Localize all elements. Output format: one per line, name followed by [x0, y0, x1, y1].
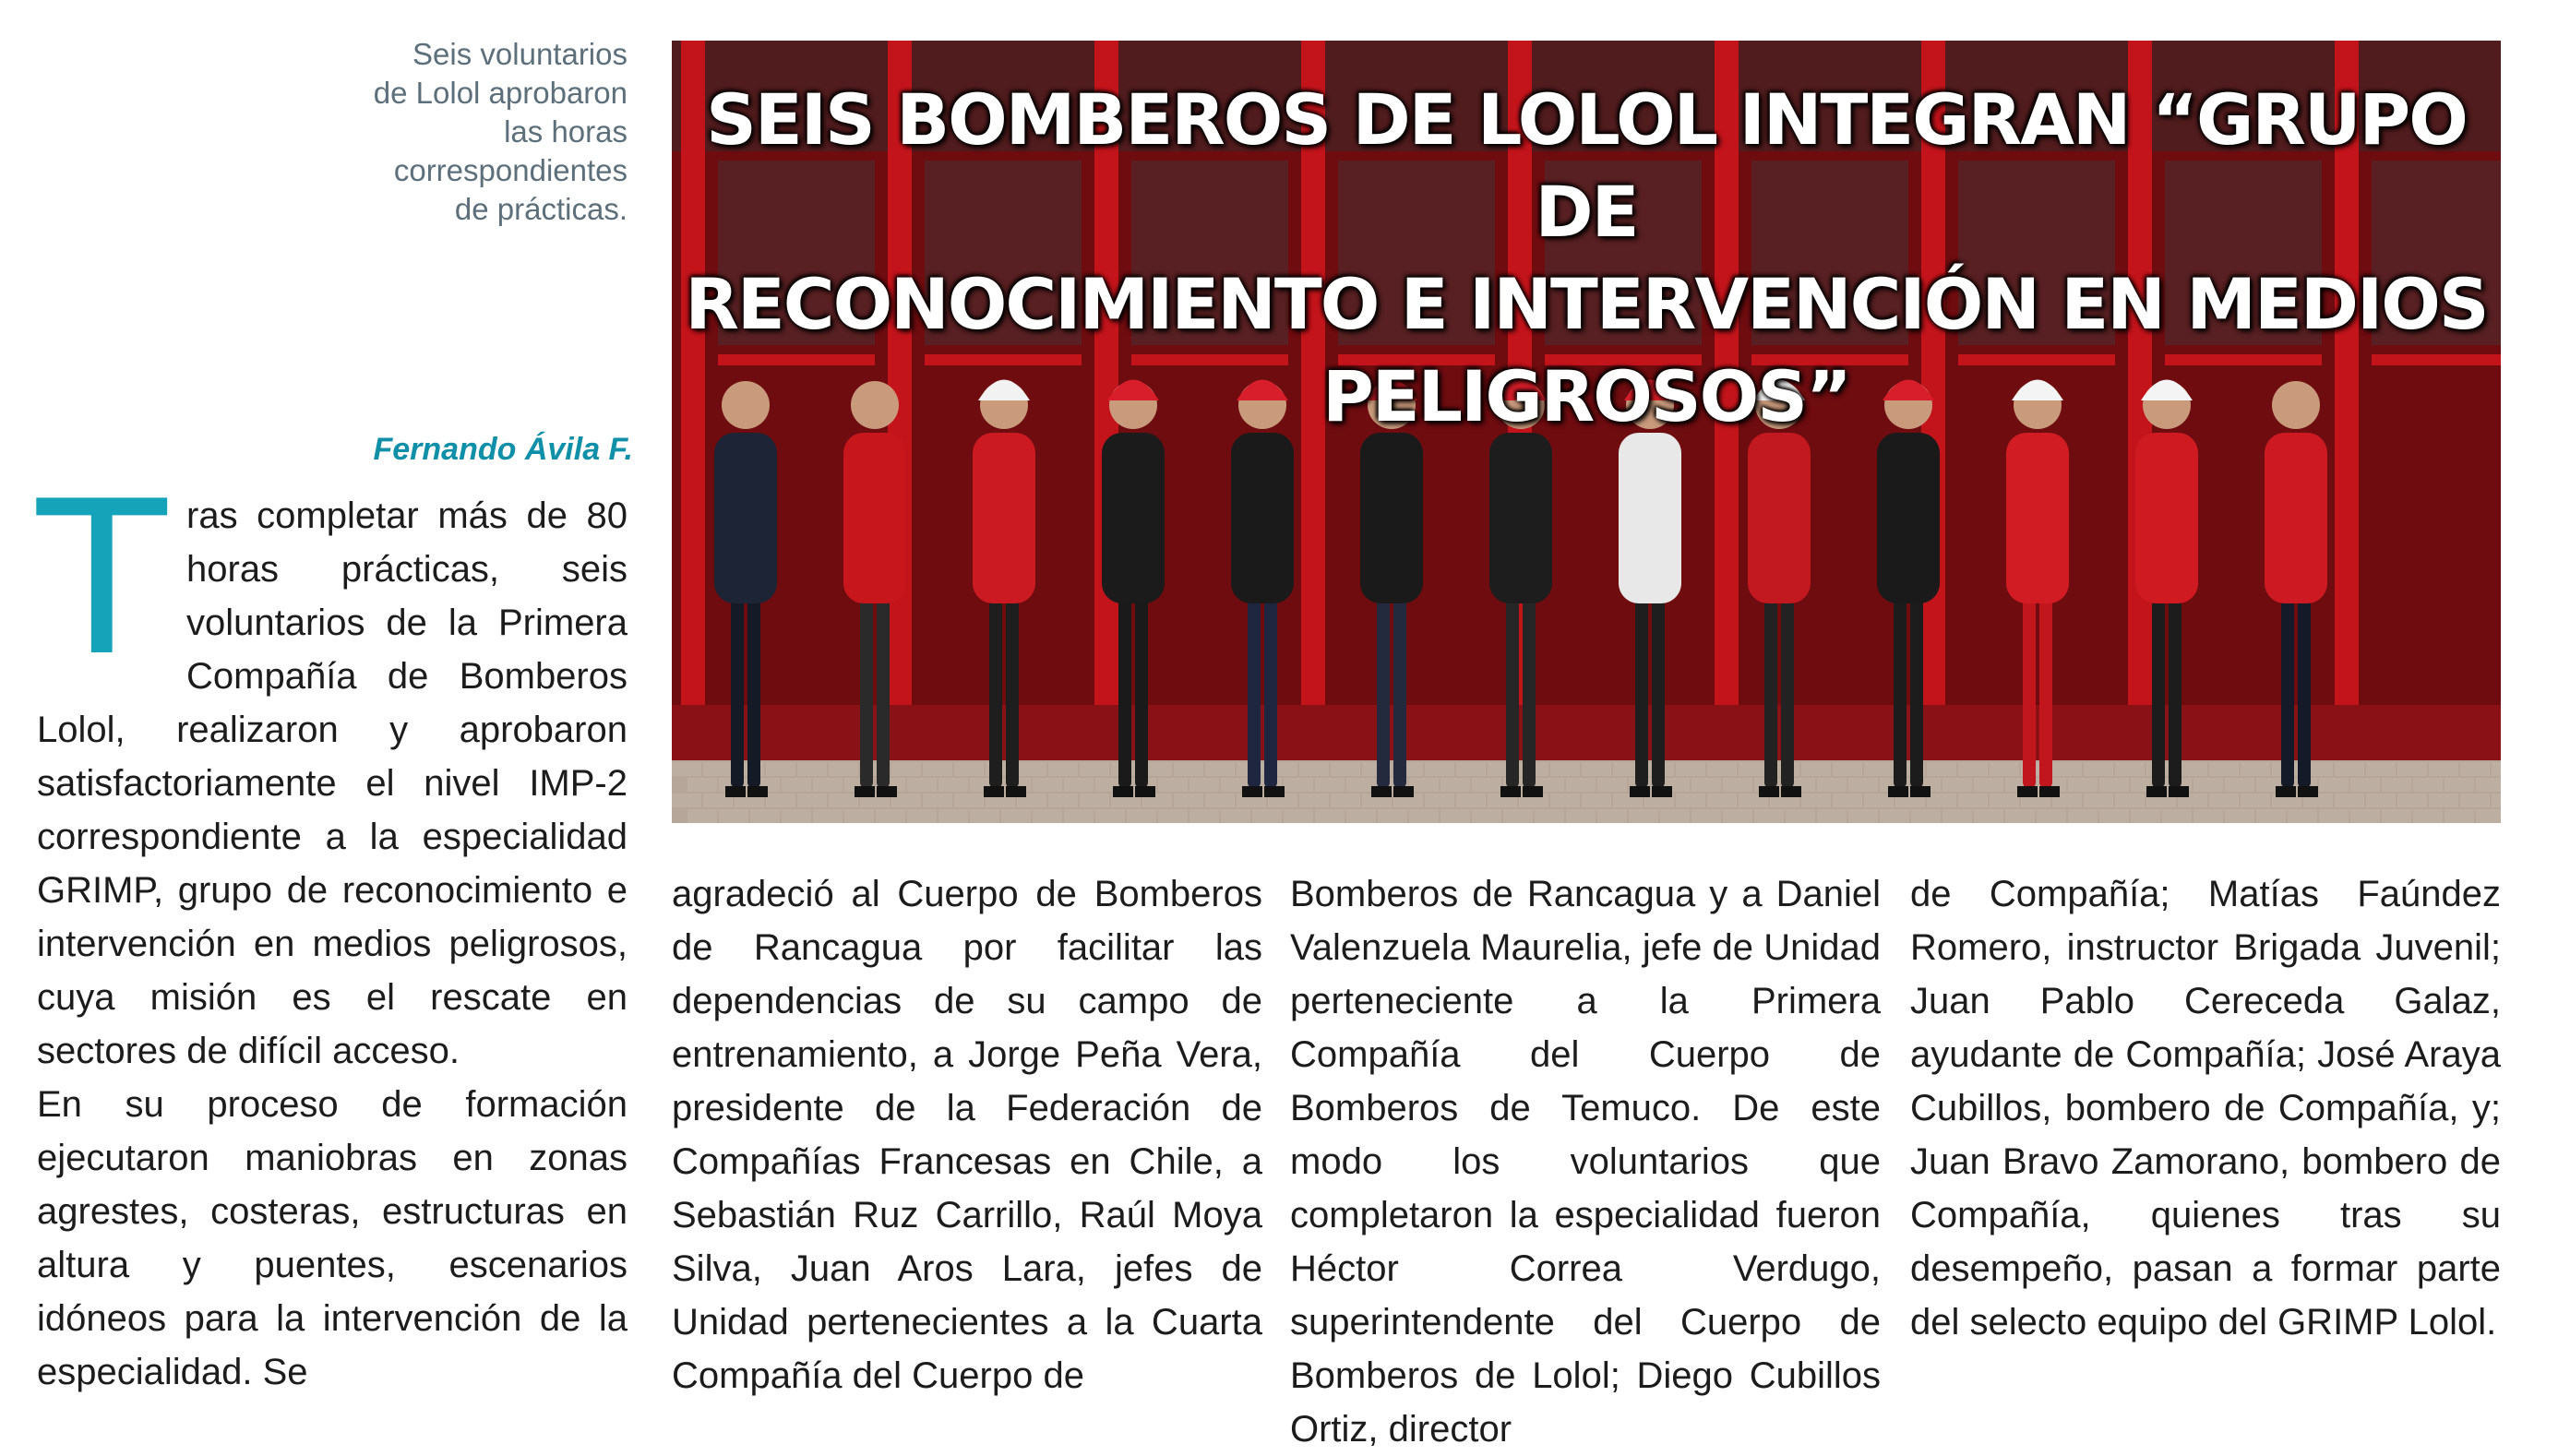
- brick: [2241, 794, 2270, 807]
- brick: [1990, 762, 2019, 776]
- brick: [766, 762, 795, 776]
- brick: [1927, 762, 1956, 776]
- brick: [766, 794, 795, 807]
- brick: [1456, 794, 1486, 807]
- brick: [1315, 778, 1345, 792]
- brick: [1848, 778, 1878, 792]
- brick: [1817, 778, 1847, 792]
- person-body: [1231, 433, 1294, 603]
- brick: [2131, 809, 2160, 823]
- brick: [1080, 762, 1109, 776]
- brick: [1425, 794, 1454, 807]
- brick: [1048, 762, 1078, 776]
- brick: [2115, 762, 2145, 776]
- author-byline: Fernando Ávila F.: [373, 432, 633, 467]
- brick: [1221, 809, 1250, 823]
- brick: [2476, 778, 2501, 792]
- brick: [1833, 794, 1862, 807]
- brick: [829, 794, 858, 807]
- brick: [1817, 809, 1847, 823]
- brick: [1378, 809, 1407, 823]
- brick: [1691, 778, 1721, 792]
- brick: [938, 778, 968, 792]
- brick: [1299, 794, 1329, 807]
- brick: [1284, 778, 1313, 792]
- brick: [1566, 809, 1596, 823]
- brick: [1425, 762, 1454, 776]
- brick: [2319, 778, 2349, 792]
- brick: [2397, 794, 2427, 807]
- brick: [687, 778, 717, 792]
- person-boot: [2298, 786, 2318, 797]
- brick: [2444, 778, 2474, 792]
- brick: [1095, 809, 1125, 823]
- person-boot: [747, 786, 768, 797]
- brick: [954, 762, 984, 776]
- brick: [1346, 809, 1376, 823]
- brick: [2241, 762, 2270, 776]
- brick: [1597, 809, 1627, 823]
- brick: [2084, 794, 2113, 807]
- brick: [876, 809, 905, 823]
- brick: [2178, 762, 2207, 776]
- brick: [2382, 809, 2411, 823]
- brick: [1739, 762, 1768, 776]
- brick: [2492, 794, 2501, 807]
- brick: [1927, 794, 1956, 807]
- brick: [1299, 762, 1329, 776]
- brick: [1017, 762, 1046, 776]
- person-boot: [1910, 786, 1930, 797]
- brick: [2413, 778, 2443, 792]
- brick: [2099, 809, 2129, 823]
- article-photo: [672, 41, 2501, 823]
- brick: [2037, 809, 2066, 823]
- person-body: [1619, 433, 1681, 603]
- brick: [1550, 762, 1580, 776]
- person-boot: [2276, 786, 2296, 797]
- brick: [1033, 778, 1062, 792]
- brick: [923, 762, 952, 776]
- drop-cap: T: [37, 457, 167, 703]
- person-boot: [1652, 786, 1672, 797]
- brick: [907, 809, 937, 823]
- brick: [1158, 809, 1188, 823]
- brick: [1597, 778, 1627, 792]
- brick: [1958, 762, 1988, 776]
- person-boot: [1135, 786, 1155, 797]
- article-column-1: [37, 457, 628, 1399]
- brick: [2366, 762, 2396, 776]
- brick: [1315, 809, 1345, 823]
- person-boot: [2169, 786, 2189, 797]
- brick: [1456, 762, 1486, 776]
- brick: [1848, 809, 1878, 823]
- person-body: [1748, 433, 1811, 603]
- brick: [2193, 778, 2223, 792]
- brick: [2382, 778, 2411, 792]
- brick: [1331, 794, 1360, 807]
- brick: [2366, 794, 2396, 807]
- person-boot: [725, 786, 746, 797]
- brick: [2225, 778, 2254, 792]
- brick: [2413, 809, 2443, 823]
- person-boot: [1393, 786, 1414, 797]
- brick: [672, 794, 701, 807]
- brick: [1723, 778, 1752, 792]
- brick: [1174, 762, 1203, 776]
- brick: [1535, 809, 1564, 823]
- brick: [2115, 794, 2145, 807]
- person-body: [2006, 433, 2069, 603]
- column-3-text: Bomberos de Rancagua y a Daniel Valenzuela Maurelia, jefe de Unidad perteneciente a la Primera Compañía del Cuerpo de Bomberos de Temuco. De este modo los voluntarios que completaron la especialidad fueron Héctor Correa Verdugo, superintendente del Cuerpo de Bomberos de Lolol; Diego Cubillos Ortiz, director: [1290, 874, 1881, 1450]
- brick: [782, 778, 811, 792]
- brick: [1503, 809, 1533, 823]
- brick: [2068, 778, 2098, 792]
- brick: [1958, 794, 1988, 807]
- brick: [2099, 778, 2129, 792]
- brick: [954, 794, 984, 807]
- person-boot: [1781, 786, 1801, 797]
- person-body: [973, 433, 1035, 603]
- brick: [2460, 762, 2490, 776]
- person-boot: [1371, 786, 1392, 797]
- brick: [2335, 762, 2364, 776]
- person-body: [1102, 433, 1165, 603]
- brick: [1582, 794, 1611, 807]
- brick: [1676, 794, 1705, 807]
- column-4-text: de Compañía; Matías Faúndez Romero, instructor Brigada Juvenil; Juan Pablo Cereceda Galaz, ayudante de Compañía; José Araya Cubillos, bombero de Compañía, y; Juan Bravo Zamorano, bombero de Compañía, quienes tras su desempeño, pasan a formar parte del selecto equipo del GRIMP Lolol.: [1910, 874, 2501, 1343]
- person-boot: [1759, 786, 1779, 797]
- brick: [2209, 762, 2239, 776]
- brick: [2162, 809, 2192, 823]
- brick: [1660, 809, 1690, 823]
- brick: [750, 809, 780, 823]
- brick: [2288, 809, 2317, 823]
- brick: [2350, 778, 2380, 792]
- brick: [1629, 809, 1658, 823]
- brick: [1205, 762, 1235, 776]
- brick: [2335, 794, 2364, 807]
- brick: [1472, 778, 1501, 792]
- brick: [2005, 809, 2035, 823]
- brick: [1801, 762, 1831, 776]
- brick: [797, 762, 827, 776]
- brick: [1833, 762, 1862, 776]
- article-subhead: Seis voluntarios de Lolol aprobaron las horas correspondientes de prácticas.: [373, 37, 628, 226]
- brick: [1409, 809, 1439, 823]
- brick: [1064, 809, 1094, 823]
- person-body: [1360, 433, 1423, 603]
- person-boot: [1006, 786, 1026, 797]
- brick: [1801, 794, 1831, 807]
- article-column-3: [1290, 867, 1881, 1456]
- brick: [1550, 794, 1580, 807]
- brick: [2256, 809, 2286, 823]
- brick: [844, 809, 874, 823]
- brick: [719, 809, 748, 823]
- brick: [1033, 809, 1062, 823]
- paragraph-2: En su proceso de formación ejecutaron maniobras en zonas agrestes, costeras, estructuras en altura y puentes, escenarios idóneos para la intervención de la especialidad. Se: [37, 1084, 628, 1392]
- brick: [2492, 762, 2501, 776]
- person-boot: [984, 786, 1004, 797]
- person-boot: [1888, 786, 1908, 797]
- brick: [1174, 794, 1203, 807]
- brick: [1582, 762, 1611, 776]
- brick: [2193, 809, 2223, 823]
- headline: SEIS BOMBEROS DE LOLOL INTEGRAN “GRUPO DE RECONOCIMIENTO E INTERVENCIÓN EN MEDIOS PELIGROSOS”: [685, 78, 2488, 437]
- brick: [2068, 809, 2098, 823]
- lead-paragraph: [37, 457, 628, 1078]
- brick: [813, 809, 843, 823]
- brick: [1990, 794, 2019, 807]
- brick: [1440, 778, 1470, 792]
- brick: [1911, 809, 1941, 823]
- brick: [1974, 809, 2003, 823]
- brick: [891, 762, 921, 776]
- brick: [703, 762, 733, 776]
- brick: [687, 809, 717, 823]
- person-boot: [1523, 786, 1543, 797]
- brick: [1080, 794, 1109, 807]
- person-boot: [1500, 786, 1521, 797]
- brick: [2350, 809, 2380, 823]
- brick: [1472, 809, 1501, 823]
- person-boot: [2017, 786, 2038, 797]
- brick: [2429, 794, 2458, 807]
- brick: [2084, 762, 2113, 776]
- brick: [813, 778, 843, 792]
- brick: [1048, 794, 1078, 807]
- brick: [1880, 809, 1909, 823]
- brick: [1676, 762, 1705, 776]
- brick: [907, 778, 937, 792]
- person-body: [2135, 433, 2198, 603]
- brick: [1707, 762, 1737, 776]
- brick: [1284, 809, 1313, 823]
- brick: [2460, 794, 2490, 807]
- person-boot: [1264, 786, 1285, 797]
- brick: [1691, 809, 1721, 823]
- lead-text: ras completar más de 80 horas prácticas, seis voluntarios de la Primera Compañía de Bomberos Lolol, realizaron y aprobaron satisfactoriamente el nivel IMP-2 correspondiente a la especialidad GRIMP, grupo de reconocimiento e intervención en medios peligrosos, cuya misión es el rescate en sectores de difícil acceso.: [37, 495, 628, 1071]
- person-boot: [2039, 786, 2060, 797]
- person-boot: [1113, 786, 1133, 797]
- brick: [782, 809, 811, 823]
- brick: [1189, 778, 1219, 792]
- brick: [1127, 809, 1156, 823]
- brick: [1189, 809, 1219, 823]
- person-body: [843, 433, 906, 603]
- column-2-text: agradeció al Cuerpo de Bomberos de Rancagua por facilitar las dependencias de su campo de entrenamiento, a Jorge Peña Vera, presidente de la Federación de Compañías Francesas en Chile, a Sebastián Ruz Carrillo, Raúl Moya Silva, Juan Aros Lara, jefes de Unidad pertenecientes a la Cuarta Compañía del Cuerpo de: [672, 874, 1262, 1396]
- person-body: [714, 433, 777, 603]
- brick: [829, 762, 858, 776]
- person-boot: [1242, 786, 1262, 797]
- brick: [2319, 809, 2349, 823]
- brick: [2397, 762, 2427, 776]
- article-column-2: [672, 867, 1262, 1402]
- brick: [2429, 762, 2458, 776]
- brick: [2444, 809, 2474, 823]
- brick: [1205, 794, 1235, 807]
- brick: [1786, 809, 1815, 823]
- brick: [2052, 762, 2082, 776]
- brick: [1001, 809, 1031, 823]
- brick: [1566, 778, 1596, 792]
- person-boot: [2146, 786, 2167, 797]
- brick: [1440, 809, 1470, 823]
- brick: [1864, 762, 1894, 776]
- person-body: [2265, 433, 2327, 603]
- brick: [1942, 778, 1972, 792]
- brick: [1974, 778, 2003, 792]
- person-boot: [855, 786, 875, 797]
- brick: [1064, 778, 1094, 792]
- person-body: [1489, 433, 1552, 603]
- brick: [1942, 809, 1972, 823]
- brick: [1723, 809, 1752, 823]
- person-boot: [877, 786, 897, 797]
- person-body: [1877, 433, 1940, 603]
- brick: [1754, 809, 1784, 823]
- brick: [797, 794, 827, 807]
- person-boot: [1630, 786, 1650, 797]
- brick: [970, 809, 999, 823]
- brick: [938, 809, 968, 823]
- brick: [2476, 809, 2501, 823]
- brick: [923, 794, 952, 807]
- brick: [1158, 778, 1188, 792]
- brick: [672, 762, 701, 776]
- brick: [2209, 794, 2239, 807]
- brick: [1707, 794, 1737, 807]
- brick: [1331, 762, 1360, 776]
- article-column-4: [1910, 867, 2501, 1349]
- brick: [1252, 809, 1282, 823]
- brick: [2225, 809, 2254, 823]
